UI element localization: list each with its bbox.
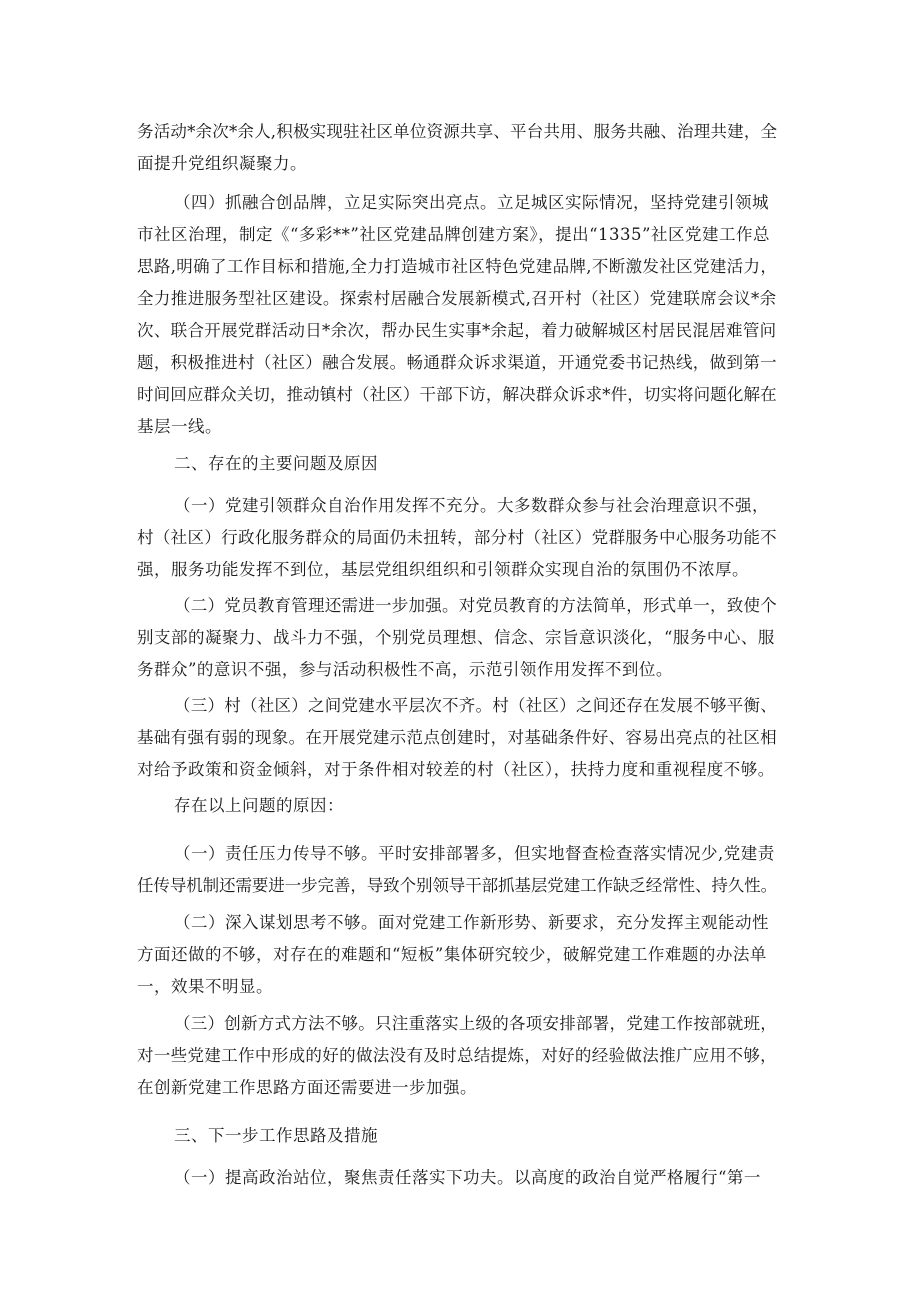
paragraph-problem-1 bbox=[137, 490, 777, 586]
section-heading-next-steps bbox=[137, 1120, 777, 1152]
text-line: 在创新党建工作思路方面还需要进一步加强。 bbox=[137, 1078, 477, 1097]
text-line: 全力推进服务型社区建设。探索村居融合发展新模式,召开村（社区）党建联席会议*余 bbox=[137, 289, 777, 308]
paragraph-next-1 bbox=[137, 1162, 777, 1194]
text-line: 市社区治理，制定《“多彩**”社区党建品牌创建方案》，提出“1335”社区党建工作总 bbox=[137, 225, 770, 244]
text-line: 基层一线。 bbox=[137, 417, 222, 436]
text-line: （一）党建引领群众自治作用发挥不充分。大多数群众参与社会治理意识不强， bbox=[174, 496, 769, 515]
paragraph-continuation bbox=[137, 116, 777, 180]
text-line: 方面还做的不够，对存在的难题和“短板”集体研究较少，破解党建工作难题的办法单 bbox=[137, 945, 767, 964]
text-line: 对给予政策和资金倾斜，对于条件相对较差的村（社区），扶持力度和重视程度不够。 bbox=[137, 760, 775, 779]
section-heading-problems bbox=[137, 448, 777, 480]
text-line: 强，服务功能发挥不到位，基层党组织组织和引领群众实现自治的氛围仍不浓厚。 bbox=[137, 560, 749, 579]
text-line: 任传导机制还需要进一步完善，导致个别领导干部抓基层党建工作缺乏经常性、持久性。 bbox=[137, 876, 778, 895]
text-line: 对一些党建工作中形成的好的做法没有及时总结提炼，对好的经验做法推广应用不够， bbox=[137, 1046, 777, 1065]
text-line: 时间回应群众关切，推动镇村（社区）干部下访，解决群众诉求*件，切实将问题化解在 bbox=[137, 385, 777, 404]
text-line: 存在以上问题的原因： bbox=[174, 796, 344, 815]
text-line: 思路,明确了工作目标和措施,全力打造城市社区特色党建品牌,不断激发社区党建活力， bbox=[137, 257, 778, 276]
paragraph-cause-2 bbox=[137, 907, 777, 1003]
text-line: 村（社区）行政化服务群众的局面仍未扭转，部分村（社区）党群服务中心服务功能不 bbox=[137, 528, 777, 547]
text-line: 面提升党组织凝聚力。 bbox=[137, 154, 307, 173]
text-line: （一）提高政治站位，聚焦责任落实下功夫。以高度的政治自觉严格履行“第一 bbox=[174, 1168, 761, 1187]
text-line: 别支部的凝聚力、战斗力不强，个别党员理想、信念、宗旨意识淡化，“服务中心、服 bbox=[137, 628, 775, 647]
heading-text: 二、存在的主要问题及原因 bbox=[174, 454, 378, 473]
document-page bbox=[137, 0, 777, 1301]
text-line: （三）创新方式方法不够。只注重落实上级的各项安排部署，党建工作按部就班， bbox=[174, 1014, 777, 1033]
text-line: 务群众”的意识不强，参与活动积极性不高，示范引领作用发挥不到位。 bbox=[137, 660, 673, 679]
text-line: （三）村（社区）之间党建水平层次不齐。村（社区）之间还存在发展不够平衡、 bbox=[174, 696, 777, 715]
paragraph-brand bbox=[137, 187, 777, 443]
text-line: 次、联合开展党群活动日*余次，帮办民生实事*余起，着力破解城区村居民混居难管问 bbox=[137, 321, 777, 340]
paragraph-problem-2 bbox=[137, 590, 777, 686]
paragraph-cause-1 bbox=[137, 838, 777, 902]
heading-text: 三、下一步工作思路及措施 bbox=[174, 1126, 378, 1145]
text-line: （二）党员教育管理还需进一步加强。对党员教育的方法简单，形式单一，致使个 bbox=[174, 596, 777, 615]
text-line: 务活动*余次*余人,积极实现驻社区单位资源共享、平台共用、服务共融、治理共建，全 bbox=[137, 122, 778, 141]
text-line: （一）责任压力传导不够。平时安排部署多，但实地督查检查落实情况少,党建责 bbox=[174, 844, 775, 863]
text-line: 基础有强有弱的现象。在开展党建示范点创建时，对基础条件好、容易出亮点的社区相 bbox=[137, 728, 777, 747]
text-line: 一，效果不明显。 bbox=[137, 977, 273, 996]
text-line: （四）抓融合创品牌，立足实际突出亮点。立足城区实际情况，坚持党建引领城 bbox=[174, 193, 769, 212]
paragraph-causes-intro bbox=[137, 790, 777, 822]
paragraph-problem-3 bbox=[137, 690, 777, 786]
text-line: （二）深入谋划思考不够。面对党建工作新形势、新要求，充分发挥主观能动性 bbox=[174, 913, 769, 932]
text-line: 题，积极推进村（社区）融合发展。畅通群众诉求渠道，开通党委书记热线，做到第一 bbox=[137, 353, 777, 372]
paragraph-cause-3 bbox=[137, 1008, 777, 1104]
